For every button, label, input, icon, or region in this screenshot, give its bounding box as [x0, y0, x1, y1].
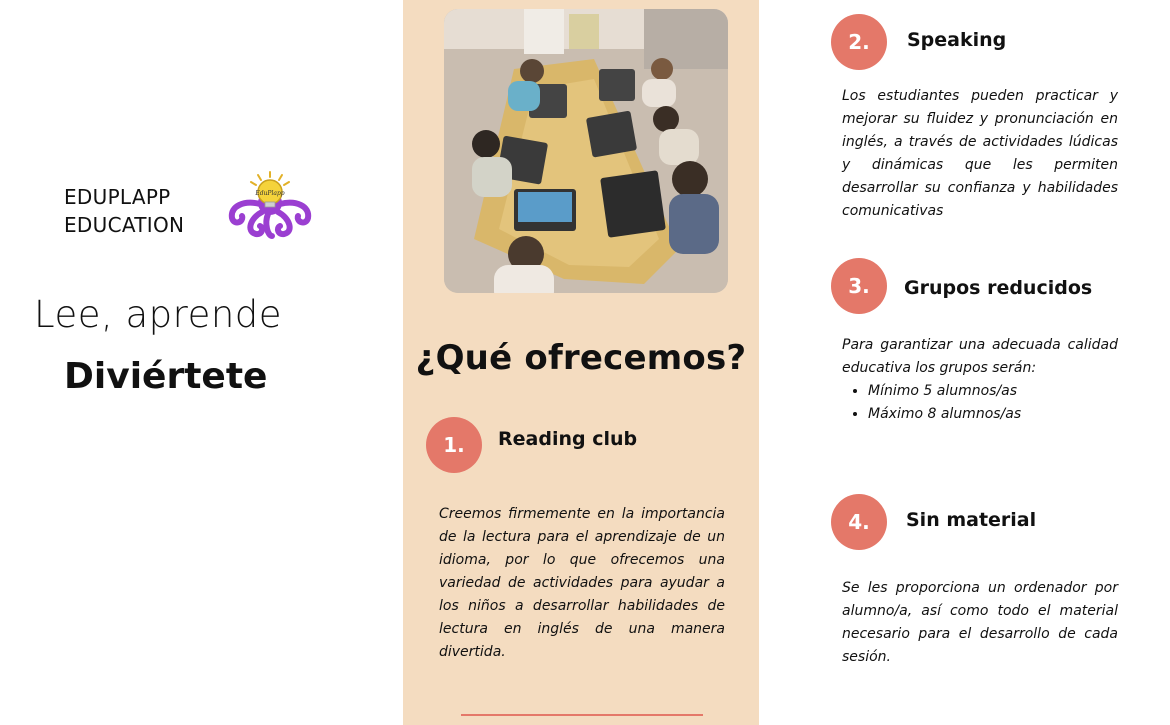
section-3-text: Para garantizar una adecuada calidad educativa los grupos serán: — [842, 337, 1118, 376]
section-2-number-badge: 2. — [831, 14, 887, 70]
section-4-number-badge: 4. — [831, 494, 887, 550]
section-3-title: Grupos reducidos — [904, 277, 1093, 299]
section-4-title: Sin material — [906, 509, 1037, 531]
list-item: • Máximo 8 alumnos/as — [868, 403, 1021, 426]
section-1-title: Reading club — [498, 428, 638, 450]
section-3-number-badge: 3. — [831, 258, 887, 314]
section-1-text: Creemos firmemente en la importancia de la lectura para el aprendizaje de un idioma, por lo que ofrecemos una variedad de actividades para ayudar a los niños a desarrollar habilidades de lectura en inglés de una manera divertida. — [439, 506, 725, 660]
list-item: • Mínimo 5 alumnos/as — [868, 380, 1021, 403]
brand-line-1: EDUPLAPP — [64, 185, 171, 209]
bottom-divider — [461, 714, 703, 716]
tagline-line-2: Diviértete — [64, 356, 268, 397]
section-3-bullet-list — [848, 380, 1021, 426]
logo-text: EduPlapp — [255, 190, 285, 197]
section-2-title: Speaking — [907, 29, 1007, 51]
children-laptops-photo — [444, 9, 728, 293]
brand-line-2: EDUCATION — [64, 213, 185, 237]
section-4-text: Se les proporciona un ordenador por alumno/a, así como todo el material necesario para el desarrollo de cada sesión. — [842, 580, 1118, 665]
tagline-line-1: Lee, aprende — [34, 293, 283, 336]
section-2-text: Los estudiantes pueden practicar y mejorar su fluidez y pronunciación en inglés, a través de actividades lúdicas y dinámicas que les permiten desarrollar su confianza y habilidades comunicativas — [842, 88, 1118, 219]
octopus-lightbulb-logo-icon — [224, 170, 316, 242]
offer-heading: ¿Qué ofrecemos? — [415, 338, 747, 378]
section-1-number-badge: 1. — [426, 417, 482, 473]
brand-name — [64, 183, 184, 239]
middle-panel — [403, 0, 759, 725]
